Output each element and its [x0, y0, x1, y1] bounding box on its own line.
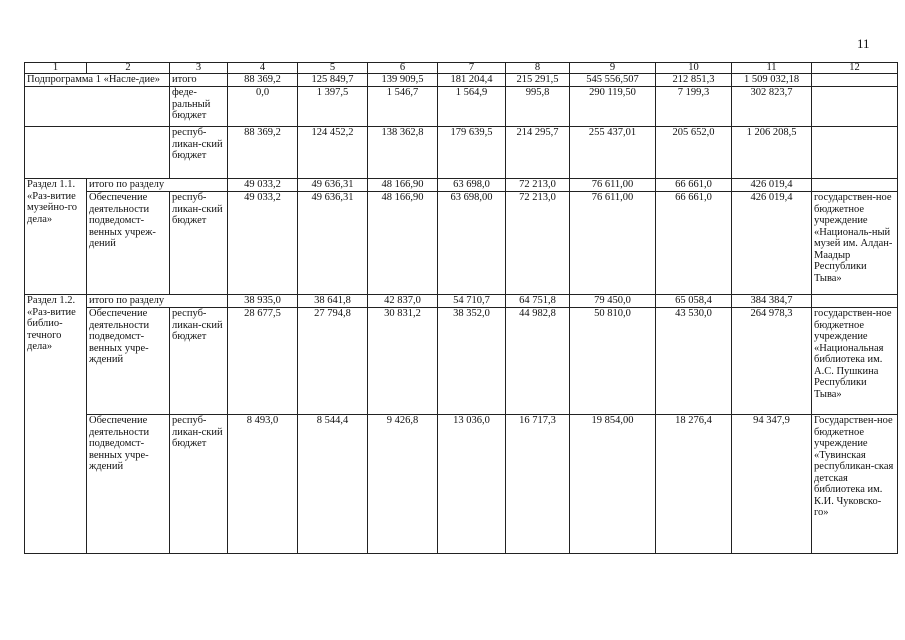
- empty-cell: [25, 87, 170, 127]
- value-cell: 38 935,0: [228, 295, 298, 308]
- value-cell: 995,8: [506, 87, 570, 127]
- funding-source: феде-ральный бюджет: [170, 87, 228, 127]
- value-cell: 426 019,4: [732, 179, 812, 192]
- header-cell: 10: [656, 63, 732, 74]
- value-cell: 302 823,7: [732, 87, 812, 127]
- header-cell: 8: [506, 63, 570, 74]
- value-cell: 66 661,0: [656, 192, 732, 295]
- value-cell: 49 636,31: [298, 192, 368, 295]
- value-cell: 9 426,8: [368, 415, 438, 554]
- section-total-label: итого по разделу: [87, 295, 228, 308]
- value-cell: 13 036,0: [438, 415, 506, 554]
- executor-cell: Государствен-ное бюджетное учреждение «Тувинская республикан-ская детская библиотека им. К.И. Чуковско-го»: [812, 415, 898, 554]
- executor-cell: [812, 87, 898, 127]
- section1-row: [25, 192, 898, 295]
- value-cell: 8 493,0: [228, 415, 298, 554]
- executor-cell: [812, 179, 898, 192]
- executor-cell: [812, 295, 898, 308]
- value-cell: 255 437,01: [570, 127, 656, 179]
- page-number: 11: [857, 36, 870, 51]
- empty-cell: [25, 127, 170, 179]
- section-title: Раздел 1.1. «Раз-витие музейно-го дела»: [25, 179, 87, 295]
- value-cell: 215 291,5: [506, 74, 570, 87]
- header-row: [25, 63, 898, 74]
- value-cell: 426 019,4: [732, 192, 812, 295]
- funding-source: респуб-ликан-ский бюджет: [170, 127, 228, 179]
- subprogram-republican-row: [25, 127, 898, 179]
- header-cell: 4: [228, 63, 298, 74]
- funding-source: итого: [170, 74, 228, 87]
- value-cell: 63 698,00: [438, 192, 506, 295]
- value-cell: 30 831,2: [368, 308, 438, 415]
- executor-cell: государствен-ное бюджетное учреждение «Национальная библиотека им. А.С. Пушкина Республики Тыва»: [812, 308, 898, 415]
- executor-cell: [812, 127, 898, 179]
- value-cell: 44 982,8: [506, 308, 570, 415]
- activity-cell: Обеспечение деятельности подведомст-венных учре-ждений: [87, 308, 170, 415]
- header-cell: 7: [438, 63, 506, 74]
- section-total-label: итого по разделу: [87, 179, 228, 192]
- section-title: Раздел 1.2. «Раз-витие библио-течного дела»: [25, 295, 87, 554]
- funding-source: респуб-ликан-ский бюджет: [170, 192, 228, 295]
- header-cell: 6: [368, 63, 438, 74]
- value-cell: 54 710,7: [438, 295, 506, 308]
- value-cell: 18 276,4: [656, 415, 732, 554]
- value-cell: 50 810,0: [570, 308, 656, 415]
- value-cell: 290 119,50: [570, 87, 656, 127]
- value-cell: 88 369,2: [228, 127, 298, 179]
- header-cell: 12: [812, 63, 898, 74]
- section2-row: [25, 308, 898, 415]
- value-cell: 205 652,0: [656, 127, 732, 179]
- value-cell: 8 544,4: [298, 415, 368, 554]
- value-cell: 28 677,5: [228, 308, 298, 415]
- value-cell: 38 641,8: [298, 295, 368, 308]
- value-cell: 66 661,0: [656, 179, 732, 192]
- activity-cell: Обеспечение деятельности подведомст-венных учре-ждений: [87, 415, 170, 554]
- budget-table: [24, 62, 898, 554]
- value-cell: 38 352,0: [438, 308, 506, 415]
- executor-cell: [812, 74, 898, 87]
- executor-cell: государствен-ное бюджетное учреждение «Националь-ный музей им. Алдан-Маадыр Республики Тыва»: [812, 192, 898, 295]
- value-cell: 1 546,7: [368, 87, 438, 127]
- header-cell: 5: [298, 63, 368, 74]
- value-cell: 49 636,31: [298, 179, 368, 192]
- value-cell: 42 837,0: [368, 295, 438, 308]
- header-cell: 11: [732, 63, 812, 74]
- subprogram-total-row: [25, 74, 898, 87]
- value-cell: 72 213,0: [506, 192, 570, 295]
- value-cell: 27 794,8: [298, 308, 368, 415]
- value-cell: 49 033,2: [228, 179, 298, 192]
- subprogram-federal-row: [25, 87, 898, 127]
- value-cell: 48 166,90: [368, 179, 438, 192]
- value-cell: 138 362,8: [368, 127, 438, 179]
- value-cell: 48 166,90: [368, 192, 438, 295]
- header-cell: 1: [25, 63, 87, 74]
- header-cell: 9: [570, 63, 656, 74]
- value-cell: 1 397,5: [298, 87, 368, 127]
- value-cell: 19 854,00: [570, 415, 656, 554]
- value-cell: 545 556,507: [570, 74, 656, 87]
- section1-total-row: [25, 179, 898, 192]
- value-cell: 1 206 208,5: [732, 127, 812, 179]
- header-cell: 3: [170, 63, 228, 74]
- value-cell: 212 851,3: [656, 74, 732, 87]
- value-cell: 124 452,2: [298, 127, 368, 179]
- value-cell: 0,0: [228, 87, 298, 127]
- value-cell: 72 213,0: [506, 179, 570, 192]
- value-cell: 76 611,00: [570, 179, 656, 192]
- value-cell: 1 564,9: [438, 87, 506, 127]
- value-cell: 63 698,0: [438, 179, 506, 192]
- value-cell: 181 204,4: [438, 74, 506, 87]
- subprogram-title: Подпрограмма 1 «Насле-дие»: [25, 74, 170, 87]
- value-cell: 139 909,5: [368, 74, 438, 87]
- value-cell: 79 450,0: [570, 295, 656, 308]
- value-cell: 214 295,7: [506, 127, 570, 179]
- value-cell: 49 033,2: [228, 192, 298, 295]
- value-cell: 88 369,2: [228, 74, 298, 87]
- funding-source: респуб-ликан-ский бюджет: [170, 308, 228, 415]
- header-cell: 2: [87, 63, 170, 74]
- section2-total-row: [25, 295, 898, 308]
- value-cell: 125 849,7: [298, 74, 368, 87]
- section2-row: [25, 415, 898, 554]
- value-cell: 64 751,8: [506, 295, 570, 308]
- value-cell: 76 611,00: [570, 192, 656, 295]
- value-cell: 384 384,7: [732, 295, 812, 308]
- value-cell: 94 347,9: [732, 415, 812, 554]
- value-cell: 16 717,3: [506, 415, 570, 554]
- value-cell: 264 978,3: [732, 308, 812, 415]
- value-cell: 179 639,5: [438, 127, 506, 179]
- value-cell: 7 199,3: [656, 87, 732, 127]
- value-cell: 43 530,0: [656, 308, 732, 415]
- value-cell: 65 058,4: [656, 295, 732, 308]
- activity-cell: Обеспечение деятельности подведомст-венных учреж-дений: [87, 192, 170, 295]
- value-cell: 1 509 032,18: [732, 74, 812, 87]
- funding-source: респуб-ликан-ский бюджет: [170, 415, 228, 554]
